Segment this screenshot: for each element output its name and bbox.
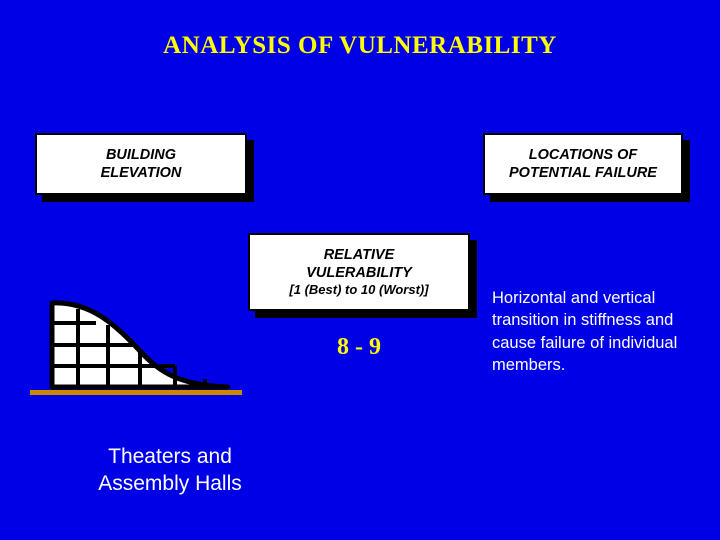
building-elevation-diagram — [30, 285, 260, 405]
callout-building-elevation — [35, 133, 247, 195]
callout-locations-of-potential-failure — [483, 133, 683, 195]
callout-building-elevation-line1: BUILDING — [105, 146, 177, 163]
callout-relative-line3: [1 (Best) to 10 (Worst)] — [289, 282, 429, 297]
callout-relative-vulnerability — [248, 233, 470, 311]
diagram-caption — [20, 443, 320, 498]
callout-building-elevation-line2: ELEVATION — [100, 165, 182, 181]
vulnerability-score: 8 - 9 — [337, 334, 381, 360]
diagram-caption-line1: Theaters and — [108, 445, 232, 468]
callout-locations-line1: LOCATIONS OF — [528, 146, 638, 163]
page-title: ANALYSIS OF VULNERABILITY — [163, 32, 557, 59]
failure-description-text: Horizontal and vertical transition in stiffness and cause failure of individual members. — [492, 289, 678, 374]
callout-locations-line2: POTENTIAL FAILURE — [509, 165, 657, 181]
ground-line-icon — [30, 390, 242, 395]
diagram-caption-line2: Assembly Halls — [98, 472, 242, 496]
callout-relative-line2: VULERABILITY — [306, 264, 412, 281]
callout-relative-line1: RELATIVE — [323, 246, 395, 263]
